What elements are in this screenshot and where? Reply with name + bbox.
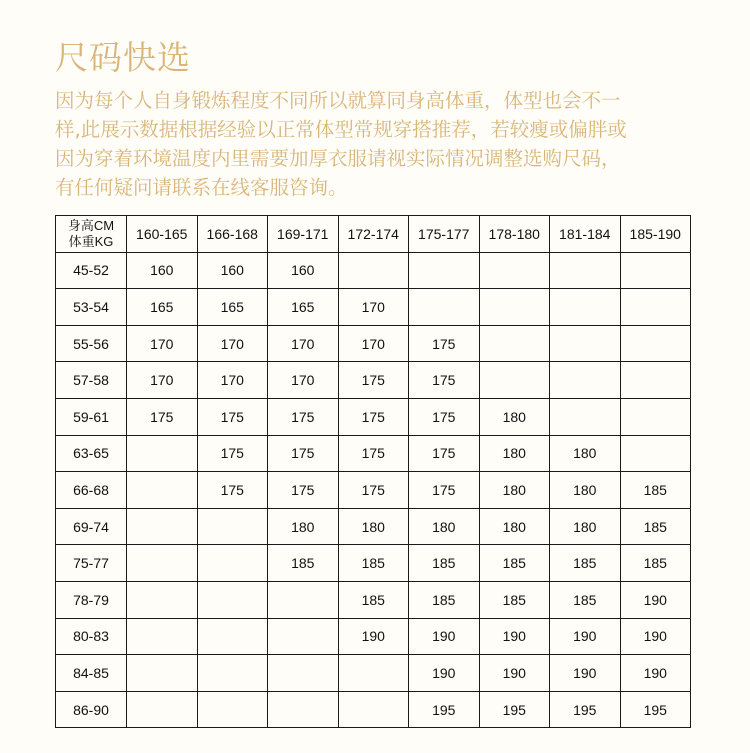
description-line: 因为每个人自身锻炼程度不同所以就算同身高体重，体型也会不一 — [55, 89, 621, 112]
size-cell: 170 — [127, 325, 198, 362]
height-unit-label: 身高CM — [67, 217, 115, 233]
size-cell: 180 — [479, 508, 550, 545]
size-cell: 185 — [409, 581, 480, 618]
size-cell: 180 — [479, 398, 550, 435]
size-cell — [479, 325, 550, 362]
table-row — [56, 472, 691, 509]
size-cell: 170 — [268, 325, 339, 362]
size-cell: 175 — [409, 362, 480, 399]
size-cell: 175 — [197, 472, 268, 509]
size-cell: 185 — [409, 545, 480, 582]
size-cell — [550, 325, 621, 362]
size-cell: 160 — [127, 252, 198, 289]
size-cell — [127, 618, 198, 655]
size-cell: 170 — [268, 362, 339, 399]
table-row — [56, 618, 691, 655]
size-cell: 185 — [620, 545, 691, 582]
height-range-header: 169-171 — [268, 216, 339, 253]
table-row — [56, 691, 691, 728]
size-cell — [127, 472, 198, 509]
size-cell: 180 — [479, 472, 550, 509]
size-cell: 190 — [409, 618, 480, 655]
size-cell: 190 — [479, 618, 550, 655]
weight-range-cell: 55-56 — [56, 325, 127, 362]
table-row — [56, 655, 691, 692]
size-cell — [620, 252, 691, 289]
size-cell — [620, 325, 691, 362]
height-range-header: 166-168 — [197, 216, 268, 253]
size-cell — [338, 252, 409, 289]
size-cell: 190 — [620, 655, 691, 692]
size-cell — [197, 508, 268, 545]
size-cell: 185 — [620, 508, 691, 545]
size-cell: 195 — [550, 691, 621, 728]
size-cell: 190 — [620, 581, 691, 618]
description-line: 有任何疑问请联系在线客服咨询。 — [55, 176, 348, 199]
weight-range-cell: 66-68 — [56, 472, 127, 509]
weight-range-cell: 80-83 — [56, 618, 127, 655]
size-cell — [550, 398, 621, 435]
description-line: 样,此展示数据根据经验以正常体型常规穿搭推荐，若较瘦或偏胖或 — [55, 118, 627, 141]
size-chart-table — [55, 215, 691, 728]
height-range-header: 172-174 — [338, 216, 409, 253]
weight-range-cell: 59-61 — [56, 398, 127, 435]
size-cell: 175 — [268, 472, 339, 509]
size-cell — [479, 289, 550, 326]
size-cell: 175 — [268, 398, 339, 435]
size-cell: 175 — [197, 435, 268, 472]
table-row — [56, 362, 691, 399]
size-cell: 185 — [550, 545, 621, 582]
height-range-header: 160-165 — [127, 216, 198, 253]
size-cell: 165 — [127, 289, 198, 326]
size-cell: 195 — [479, 691, 550, 728]
height-range-header: 178-180 — [479, 216, 550, 253]
size-cell: 170 — [197, 362, 268, 399]
size-cell: 175 — [409, 325, 480, 362]
weight-range-cell: 75-77 — [56, 545, 127, 582]
size-cell: 180 — [409, 508, 480, 545]
size-cell: 190 — [620, 618, 691, 655]
size-cell — [127, 545, 198, 582]
size-cell: 195 — [620, 691, 691, 728]
size-cell: 175 — [338, 362, 409, 399]
size-cell: 180 — [338, 508, 409, 545]
size-cell: 190 — [550, 655, 621, 692]
weight-range-cell: 57-58 — [56, 362, 127, 399]
size-cell: 190 — [338, 618, 409, 655]
size-cell: 190 — [479, 655, 550, 692]
size-cell: 185 — [620, 472, 691, 509]
size-cell: 170 — [127, 362, 198, 399]
size-cell — [268, 618, 339, 655]
size-cell: 165 — [197, 289, 268, 326]
table-header-row — [56, 216, 691, 253]
page-title: 尺码快选 — [55, 38, 191, 77]
table-row — [56, 545, 691, 582]
size-cell — [409, 252, 480, 289]
size-cell: 175 — [338, 472, 409, 509]
table-row — [56, 435, 691, 472]
size-cell — [338, 655, 409, 692]
table-row — [56, 581, 691, 618]
size-cell: 175 — [409, 472, 480, 509]
size-cell: 185 — [479, 545, 550, 582]
size-cell: 165 — [268, 289, 339, 326]
size-cell — [620, 362, 691, 399]
table-row — [56, 325, 691, 362]
size-cell: 170 — [338, 325, 409, 362]
table-corner-cell — [56, 216, 127, 253]
size-cell: 195 — [409, 691, 480, 728]
size-cell: 160 — [268, 252, 339, 289]
table-row — [56, 508, 691, 545]
size-cell: 180 — [479, 435, 550, 472]
size-cell: 170 — [338, 289, 409, 326]
size-cell — [197, 655, 268, 692]
size-cell: 180 — [550, 472, 621, 509]
size-cell: 160 — [197, 252, 268, 289]
size-cell — [479, 252, 550, 289]
size-cell — [268, 691, 339, 728]
size-cell: 170 — [197, 325, 268, 362]
weight-range-cell: 86-90 — [56, 691, 127, 728]
size-cell — [127, 508, 198, 545]
size-cell — [550, 289, 621, 326]
weight-range-cell: 84-85 — [56, 655, 127, 692]
size-cell — [197, 581, 268, 618]
size-cell — [127, 691, 198, 728]
weight-range-cell: 63-65 — [56, 435, 127, 472]
size-cell: 185 — [268, 545, 339, 582]
height-range-header: 185-190 — [620, 216, 691, 253]
size-cell — [197, 691, 268, 728]
size-cell — [338, 691, 409, 728]
size-cell — [127, 581, 198, 618]
size-cell — [550, 252, 621, 289]
table-row — [56, 252, 691, 289]
size-cell: 175 — [197, 398, 268, 435]
weight-unit-label: 体重KG — [68, 233, 114, 249]
size-cell — [197, 545, 268, 582]
size-cell: 175 — [409, 398, 480, 435]
size-cell: 175 — [338, 435, 409, 472]
size-cell — [620, 398, 691, 435]
size-cell — [620, 289, 691, 326]
size-guide-description — [55, 86, 705, 202]
size-cell — [409, 289, 480, 326]
size-cell — [268, 655, 339, 692]
size-cell: 180 — [268, 508, 339, 545]
weight-range-cell: 78-79 — [56, 581, 127, 618]
size-cell: 185 — [479, 581, 550, 618]
size-cell — [550, 362, 621, 399]
size-cell: 185 — [338, 581, 409, 618]
size-cell — [268, 581, 339, 618]
size-cell: 190 — [409, 655, 480, 692]
table-row — [56, 398, 691, 435]
size-cell — [127, 435, 198, 472]
size-chart-body — [56, 252, 691, 728]
weight-range-cell: 45-52 — [56, 252, 127, 289]
size-cell: 175 — [268, 435, 339, 472]
height-range-header: 181-184 — [550, 216, 621, 253]
table-row — [56, 289, 691, 326]
size-cell — [197, 618, 268, 655]
weight-range-cell: 53-54 — [56, 289, 127, 326]
size-cell: 185 — [338, 545, 409, 582]
size-cell: 175 — [338, 398, 409, 435]
description-line: 因为穿着环境温度内里需要加厚衣服请视实际情况调整选购尺码， — [55, 147, 621, 170]
size-cell — [479, 362, 550, 399]
size-cell: 180 — [550, 508, 621, 545]
size-cell — [620, 435, 691, 472]
size-cell: 185 — [550, 581, 621, 618]
height-range-header: 175-177 — [409, 216, 480, 253]
size-cell: 175 — [409, 435, 480, 472]
size-cell: 190 — [550, 618, 621, 655]
size-cell — [127, 655, 198, 692]
size-cell: 180 — [550, 435, 621, 472]
size-cell: 175 — [127, 398, 198, 435]
weight-range-cell: 69-74 — [56, 508, 127, 545]
